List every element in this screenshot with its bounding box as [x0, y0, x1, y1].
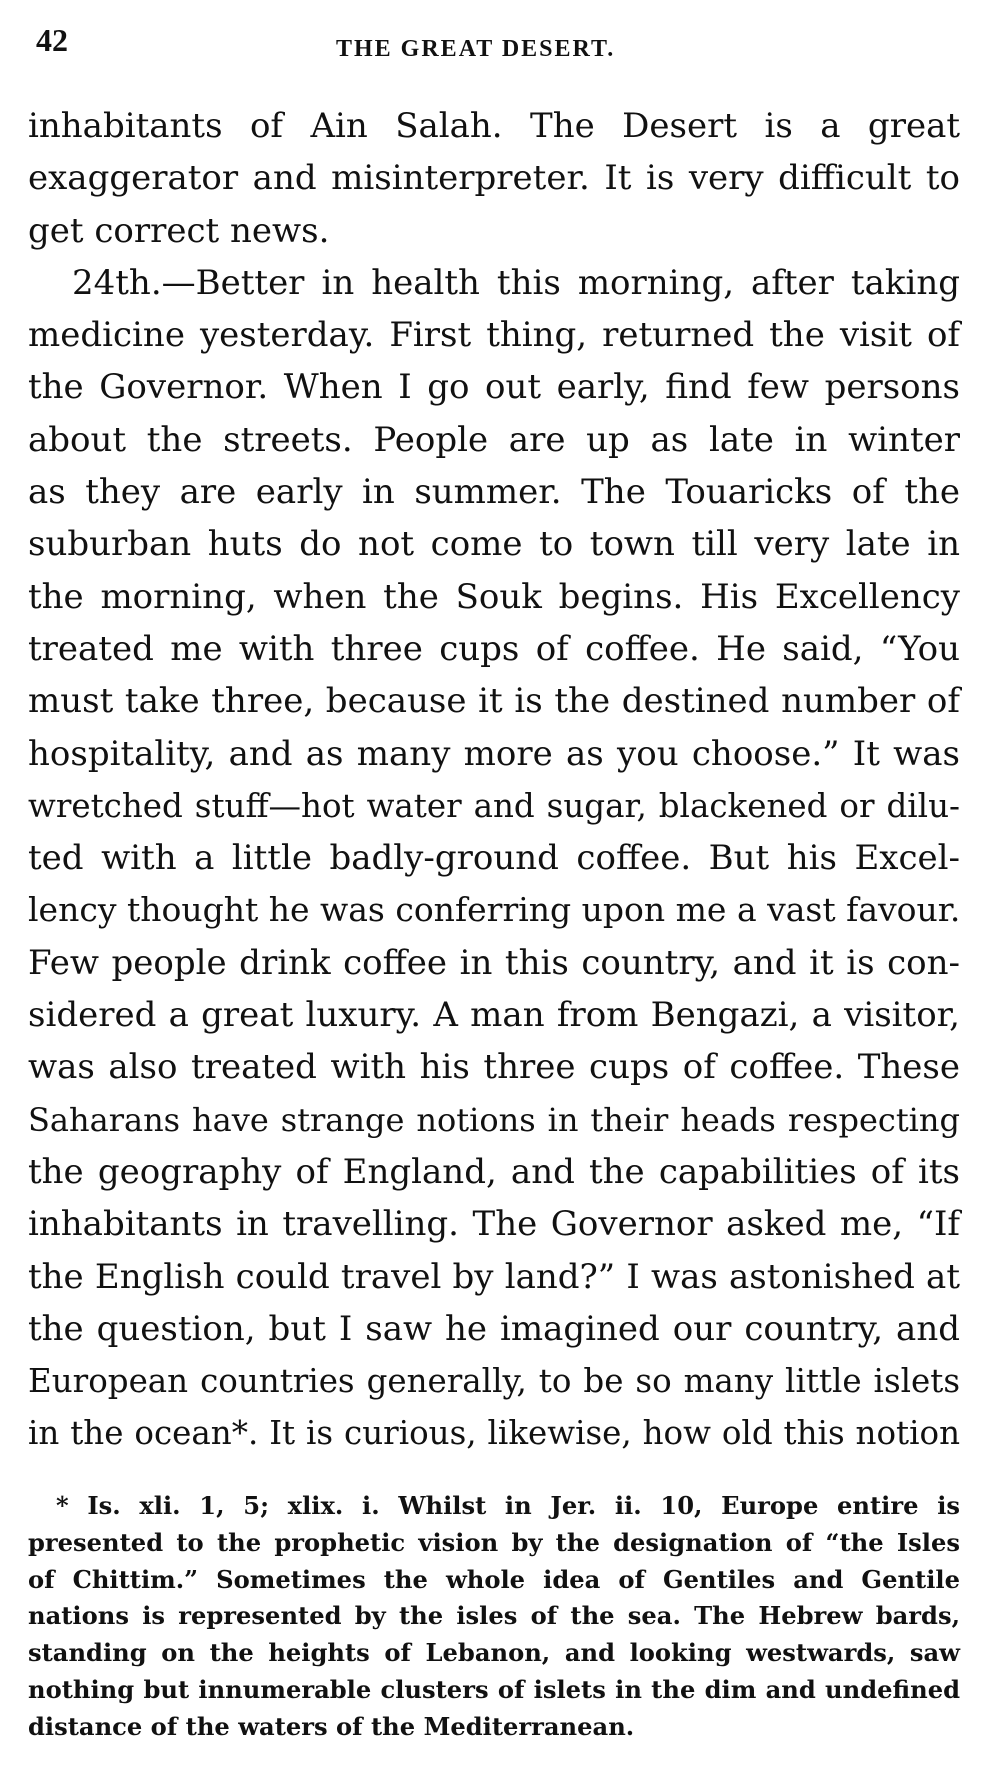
text-line: European countries generally, to be so many little islets	[28, 1362, 960, 1401]
running-title: THE GREAT DESERT.	[336, 36, 616, 62]
text-line: wretched stuff—hot water and sugar, blackened or dilu-	[28, 786, 960, 825]
text-line: ted with a little badly-ground coffee. But his Excel-	[28, 838, 960, 879]
text-line: 24th.—Better in health this morning, after taking	[72, 262, 960, 303]
text-line: get correct news.	[28, 210, 330, 251]
text-line: treated me with three cups of coffee. He said, “You	[28, 628, 960, 669]
text-line: must take three, because it is the destined number of	[28, 681, 960, 722]
text-line: inhabitants in travelling. The Governor asked me, “If	[28, 1204, 960, 1245]
text-line: the morning, when the Souk begins. His Excellency	[28, 576, 960, 617]
text-line: inhabitants of Ain Salah. The Desert is a great	[28, 106, 960, 146]
text-line: Saharans have strange notions in their heads respecting	[28, 1100, 960, 1139]
text-line: suburban huts do not come to town till very late in	[28, 524, 960, 565]
footnote-line: nothing but innumerable clusters of islets in the dim and undefined	[28, 1674, 960, 1704]
text-line: lency thought he was conferring upon me a vast favour.	[28, 890, 961, 930]
text-line: as they are early in summer. The Touaricks of the	[28, 472, 960, 513]
text-line: Few people drink coffee in this country, and it is con-	[28, 942, 960, 983]
footnote-line: distance of the waters of the Mediterranean.	[28, 1711, 635, 1741]
text-line: sidered a great luxury. A man from Bengazi, a visitor,	[28, 995, 960, 1036]
text-line: medicine yesterday. First thing, returned the visit of	[28, 315, 960, 356]
text-line: hospitality, and as many more as you choose.” It was	[28, 733, 960, 774]
text-line: the Governor. When I go out early, find few persons	[28, 367, 960, 408]
footnote-line: presented to the prophetic vision by the designation of “the Isles	[28, 1527, 960, 1557]
text-line: was also treated with his three cups of coffee. These	[28, 1047, 960, 1088]
footnote	[28, 1488, 960, 1746]
footnote-line: nations is represented by the isles of the sea. The Hebrew bards,	[28, 1601, 960, 1631]
text-line: the English could travel by land?” I was astonished at	[28, 1256, 960, 1297]
running-head	[36, 22, 956, 72]
page-number: 42	[36, 22, 68, 58]
footnote-line: * Is. xli. 1, 5; xlix. i. Whilst in Jer. ii. 10, Europe entire is	[56, 1491, 960, 1520]
text-line: in the ocean*. It is curious, likewise, how old this notion	[28, 1414, 960, 1453]
footnote-line: standing on the heights of Lebanon, and looking westwards, saw	[28, 1638, 960, 1668]
text-line: exaggerator and misinterpreter. It is very difficult to	[28, 158, 960, 199]
body-text	[28, 100, 960, 1460]
footnote-line: of Chittim.” Sometimes the whole idea of Gentiles and Gentile	[28, 1564, 960, 1594]
text-line: about the streets. People are up as late in winter	[28, 419, 960, 460]
text-line: the geography of England, and the capabilities of its	[28, 1151, 960, 1192]
text-line: the question, but I saw he imagined our country, and	[28, 1308, 960, 1349]
